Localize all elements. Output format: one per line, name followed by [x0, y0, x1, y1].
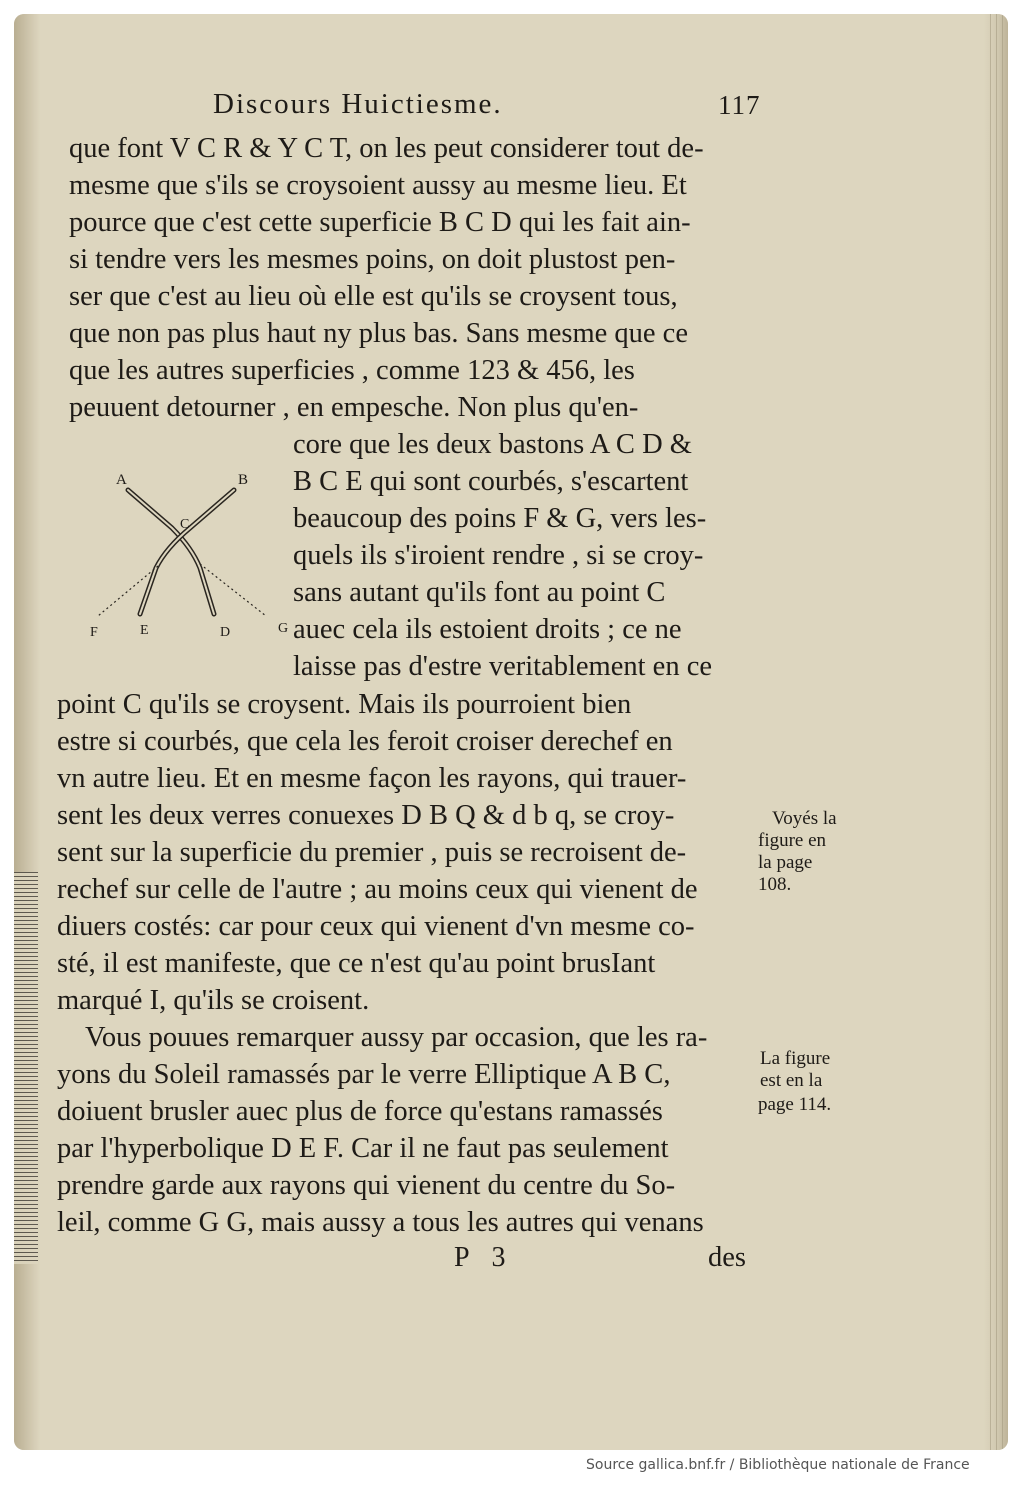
text-line: prendre garde aux rayons qui vienent du centre du So-: [57, 1170, 676, 1201]
figure-lines: [98, 490, 266, 616]
text-line: sté, il est manifeste, que ce n'est qu'au point brusIant: [57, 948, 656, 979]
text-line: estre si courbés, que cela les feroit croiser derechef en: [57, 726, 673, 757]
text-line: sent les deux verres conuexes D B Q & d b q, se croy-: [57, 800, 675, 831]
margin-note-line: la page: [758, 852, 813, 873]
text-line: marqué I, qu'ils se croisent.: [57, 985, 370, 1016]
text-line: beaucoup des poins F & G, vers les-: [293, 503, 707, 534]
text-line: mesme que s'ils se croysoient aussy au mesme lieu. Et: [69, 170, 687, 201]
margin-note-line: Voyés la: [772, 808, 837, 829]
crossed-sticks-figure: [76, 456, 306, 636]
paragraph-start-line: Vous pouues remarquer aussy par occasion, que les ra-: [85, 1022, 708, 1053]
text-line: core que les deux bastons A C D &: [293, 429, 692, 460]
text-line: sans autant qu'ils font au point C: [293, 577, 666, 608]
margin-note-line: 108.: [758, 874, 792, 895]
text-line: quels ils s'iroient rendre , si se croy-: [293, 540, 704, 571]
signature-mark: P 3: [454, 1242, 514, 1273]
text-line: pource que c'est cette superficie B C D qui les fait ain-: [69, 207, 691, 238]
text-line: auec cela ils estoient droits ; ce ne: [293, 614, 682, 645]
text-line: par l'hyperbolique D E F. Car il ne faut pas seulement: [57, 1133, 669, 1164]
text-line: diuers costés: car pour ceux qui vienent d'vn mesme co-: [57, 911, 695, 942]
text-line: B C E qui sont courbés, s'escartent: [293, 466, 689, 497]
figure-label-e: E: [140, 623, 149, 636]
text-line: rechef sur celle de l'autre ; au moins ceux qui vienent de: [57, 874, 698, 905]
text-line: ser que c'est au lieu où elle est qu'ils se croysent tous,: [69, 281, 678, 312]
margin-note-line: figure en: [758, 830, 827, 851]
figure-label-a: A: [116, 472, 127, 488]
margin-note-line: La figure: [760, 1048, 831, 1069]
text-line: doiuent brusler auec plus de force qu'estans ramassés: [57, 1096, 663, 1127]
book-page: [14, 14, 1008, 1450]
figure-label-c: C: [180, 517, 190, 532]
page-right-edge: [984, 14, 1008, 1450]
margin-note-line: est en la: [760, 1070, 823, 1091]
text-line: sent sur la superficie du premier , puis se recroisent de-: [57, 837, 687, 868]
binding-thread-marks: [14, 872, 38, 1264]
figure-label-d: D: [220, 625, 231, 636]
figure-label-g: G: [278, 621, 289, 636]
source-credit: Source gallica.bnf.fr / Bibliothèque nationale de France: [586, 1457, 970, 1473]
text-line: peuuent detourner , en empesche. Non plus qu'en-: [69, 392, 639, 423]
text-line: vn autre lieu. Et en mesme façon les rayons, qui trauer-: [57, 763, 687, 794]
figure-label-f: F: [90, 625, 98, 636]
figure-label-b: B: [238, 472, 249, 488]
page-number: 117: [718, 90, 761, 120]
catchword: des: [708, 1242, 746, 1273]
running-title: Discours Huictiesme.: [213, 88, 503, 120]
text-line: que les autres superficies , comme 123 & 456, les: [69, 355, 635, 386]
text-line: yons du Soleil ramassés par le verre Elliptique A B C,: [57, 1059, 671, 1090]
text-line: que non pas plus haut ny plus bas. Sans mesme que ce: [69, 318, 688, 349]
text-line: leil, comme G G, mais aussy a tous les autres qui venans: [57, 1207, 704, 1238]
text-line: laisse pas d'estre veritablement en ce: [293, 651, 712, 682]
text-line: point C qu'ils se croysent. Mais ils pourroient bien: [57, 689, 632, 720]
text-line: si tendre vers les mesmes poins, on doit plustost pen-: [69, 244, 676, 275]
text-line: que font V C R & Y C T, on les peut considerer tout de-: [69, 133, 704, 164]
margin-note-line: page 114.: [758, 1094, 832, 1115]
